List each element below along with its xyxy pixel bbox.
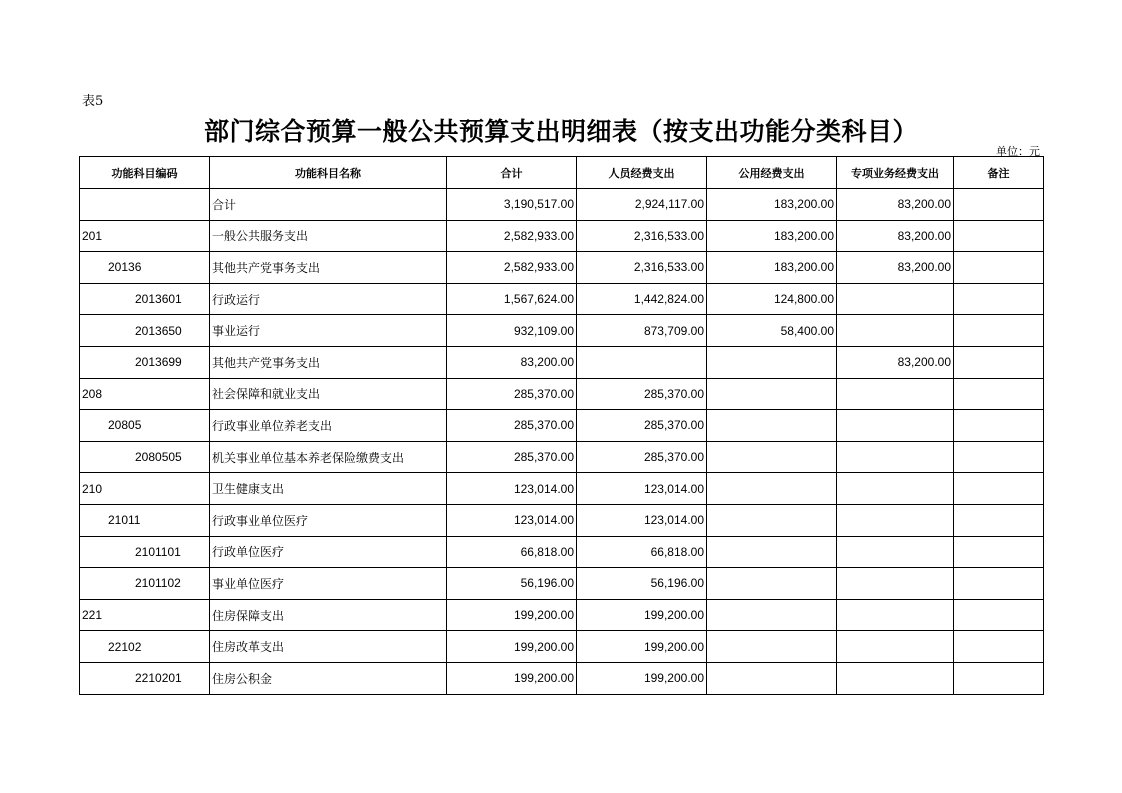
cell-public (707, 536, 837, 568)
cell-remark (954, 346, 1044, 378)
col-header-total: 合计 (447, 157, 577, 189)
cell-remark (954, 473, 1044, 505)
cell-name: 行政事业单位医疗 (210, 504, 447, 536)
cell-public: 183,200.00 (707, 189, 837, 221)
cell-name: 住房改革支出 (210, 631, 447, 663)
cell-remark (954, 441, 1044, 473)
cell-public (707, 662, 837, 694)
cell-public: 124,800.00 (707, 283, 837, 315)
page-title: 部门综合预算一般公共预算支出明细表（按支出功能分类科目） (203, 117, 918, 146)
cell-personnel: 2,316,533.00 (577, 220, 707, 252)
cell-remark (954, 378, 1044, 410)
cell-code: 22102 (80, 631, 210, 663)
cell-code: 201 (80, 220, 210, 252)
cell-special (837, 410, 954, 442)
col-header-name: 功能科目名称 (210, 157, 447, 189)
cell-special (837, 568, 954, 600)
cell-total: 56,196.00 (447, 568, 577, 600)
cell-remark (954, 252, 1044, 284)
col-header-personnel: 人员经费支出 (577, 157, 707, 189)
cell-code: 2013650 (80, 315, 210, 347)
cell-personnel (577, 346, 707, 378)
cell-special: 83,200.00 (837, 346, 954, 378)
table-row (80, 568, 1044, 600)
cell-public (707, 504, 837, 536)
cell-public: 183,200.00 (707, 220, 837, 252)
cell-special (837, 631, 954, 663)
table-row (80, 189, 1044, 221)
cell-public (707, 346, 837, 378)
cell-public (707, 568, 837, 600)
cell-name: 合计 (210, 189, 447, 221)
cell-special: 83,200.00 (837, 189, 954, 221)
cell-remark (954, 315, 1044, 347)
cell-name: 其他共产党事务支出 (210, 252, 447, 284)
cell-personnel: 285,370.00 (577, 378, 707, 410)
cell-code: 2210201 (80, 662, 210, 694)
cell-personnel: 56,196.00 (577, 568, 707, 600)
cell-personnel: 199,200.00 (577, 631, 707, 663)
col-header-public: 公用经费支出 (707, 157, 837, 189)
cell-special (837, 283, 954, 315)
table-row (80, 315, 1044, 347)
cell-special: 83,200.00 (837, 220, 954, 252)
cell-public: 58,400.00 (707, 315, 837, 347)
cell-remark (954, 504, 1044, 536)
cell-name: 机关事业单位基本养老保险缴费支出 (210, 441, 447, 473)
cell-code: 221 (80, 599, 210, 631)
cell-name: 社会保障和就业支出 (210, 378, 447, 410)
cell-code: 2080505 (80, 441, 210, 473)
cell-special (837, 662, 954, 694)
table-row (80, 662, 1044, 694)
cell-code: 210 (80, 473, 210, 505)
header-row (80, 157, 1044, 189)
cell-special (837, 441, 954, 473)
cell-code: 20805 (80, 410, 210, 442)
cell-name: 行政单位医疗 (210, 536, 447, 568)
cell-name: 住房保障支出 (210, 599, 447, 631)
cell-total: 123,014.00 (447, 504, 577, 536)
cell-special (837, 315, 954, 347)
table-row (80, 536, 1044, 568)
cell-personnel: 285,370.00 (577, 410, 707, 442)
cell-name: 行政事业单位养老支出 (210, 410, 447, 442)
cell-total: 199,200.00 (447, 599, 577, 631)
table-number: 表5 (82, 94, 104, 109)
cell-remark (954, 220, 1044, 252)
table-row (80, 346, 1044, 378)
cell-total: 285,370.00 (447, 441, 577, 473)
cell-name: 住房公积金 (210, 662, 447, 694)
table-row (80, 283, 1044, 315)
cell-public (707, 441, 837, 473)
cell-special (837, 599, 954, 631)
cell-personnel: 285,370.00 (577, 441, 707, 473)
table-row (80, 631, 1044, 663)
table-row (80, 252, 1044, 284)
cell-remark (954, 662, 1044, 694)
cell-code: 208 (80, 378, 210, 410)
cell-personnel: 123,014.00 (577, 504, 707, 536)
cell-total: 1,567,624.00 (447, 283, 577, 315)
cell-total: 285,370.00 (447, 410, 577, 442)
cell-total: 285,370.00 (447, 378, 577, 410)
cell-personnel: 873,709.00 (577, 315, 707, 347)
cell-code: 2013699 (80, 346, 210, 378)
cell-code: 2101102 (80, 568, 210, 600)
table-row (80, 410, 1044, 442)
cell-name: 卫生健康支出 (210, 473, 447, 505)
cell-personnel: 1,442,824.00 (577, 283, 707, 315)
cell-personnel: 2,924,117.00 (577, 189, 707, 221)
cell-public (707, 473, 837, 505)
cell-public (707, 378, 837, 410)
cell-code: 20136 (80, 252, 210, 284)
cell-special (837, 536, 954, 568)
budget-table (79, 156, 1044, 695)
cell-name: 其他共产党事务支出 (210, 346, 447, 378)
cell-special: 83,200.00 (837, 252, 954, 284)
cell-remark (954, 568, 1044, 600)
col-header-remark: 备注 (954, 157, 1044, 189)
cell-total: 2,582,933.00 (447, 220, 577, 252)
table-row (80, 378, 1044, 410)
table-row (80, 504, 1044, 536)
cell-personnel: 66,818.00 (577, 536, 707, 568)
cell-special (837, 378, 954, 410)
cell-special (837, 473, 954, 505)
cell-total: 123,014.00 (447, 473, 577, 505)
cell-public (707, 599, 837, 631)
cell-code: 2013601 (80, 283, 210, 315)
cell-name: 行政运行 (210, 283, 447, 315)
cell-code: 2101101 (80, 536, 210, 568)
cell-public: 183,200.00 (707, 252, 837, 284)
table-body (80, 189, 1044, 695)
cell-name: 事业运行 (210, 315, 447, 347)
cell-remark (954, 599, 1044, 631)
cell-code (80, 189, 210, 221)
cell-total: 3,190,517.00 (447, 189, 577, 221)
cell-personnel: 123,014.00 (577, 473, 707, 505)
cell-total: 2,582,933.00 (447, 252, 577, 284)
cell-code: 21011 (80, 504, 210, 536)
cell-special (837, 504, 954, 536)
cell-total: 199,200.00 (447, 631, 577, 663)
cell-remark (954, 410, 1044, 442)
cell-name: 一般公共服务支出 (210, 220, 447, 252)
table-row (80, 599, 1044, 631)
table-row (80, 473, 1044, 505)
cell-remark (954, 536, 1044, 568)
cell-total: 199,200.00 (447, 662, 577, 694)
cell-remark (954, 631, 1044, 663)
cell-name: 事业单位医疗 (210, 568, 447, 600)
cell-public (707, 631, 837, 663)
cell-personnel: 199,200.00 (577, 599, 707, 631)
cell-personnel: 199,200.00 (577, 662, 707, 694)
table-row (80, 441, 1044, 473)
cell-personnel: 2,316,533.00 (577, 252, 707, 284)
cell-remark (954, 283, 1044, 315)
cell-total: 83,200.00 (447, 346, 577, 378)
cell-remark (954, 189, 1044, 221)
unit-label: 单位：元 (996, 145, 1040, 158)
col-header-code: 功能科目编码 (80, 157, 210, 189)
col-header-special: 专项业务经费支出 (837, 157, 954, 189)
cell-total: 66,818.00 (447, 536, 577, 568)
cell-total: 932,109.00 (447, 315, 577, 347)
table-row (80, 220, 1044, 252)
cell-public (707, 410, 837, 442)
